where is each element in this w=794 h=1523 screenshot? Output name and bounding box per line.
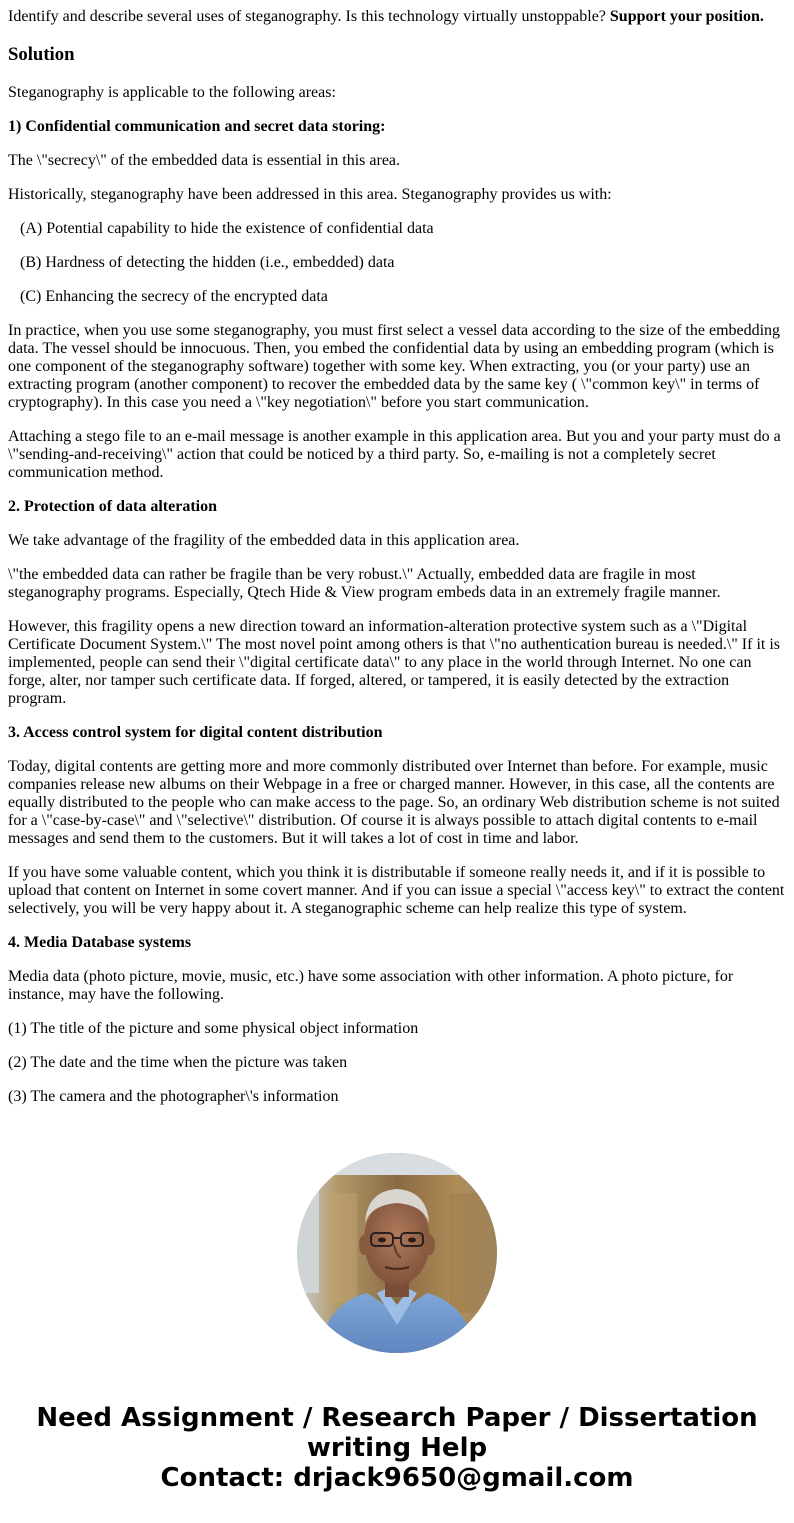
section-1-paragraph: The \"secrecy\" of the embedded data is essential in this area.: [8, 152, 401, 169]
section-2-paragraph: \"the embedded data can rather be fragile than be very robust.\" Actually, embedded data are fragile in most steganography programs. Especially, Qtech Hide & View program embeds data in an extremely fragile manner.: [8, 566, 721, 601]
section-1-paragraph: Historically, steganography have been addressed in this area. Steganography provides us with:: [8, 186, 612, 203]
section-3-paragraph: If you have some valuable content, which you think it is distributable if someone really needs it, and if it is possible to upload that content on Internet in some covert manner. And if you can issue a special \"access key\" to extract the content selectively, you will be very happy about it. A steganographic scheme can help realize this type of system.: [8, 864, 785, 917]
section-4-item: (3) The camera and the photographer\'s information: [8, 1088, 339, 1105]
avatar: [297, 1153, 497, 1353]
section-3-title: 3. Access control system for digital content distribution: [8, 724, 383, 741]
section-2-title: 2. Protection of data alteration: [8, 498, 217, 515]
section-2-paragraph: We take advantage of the fragility of the embedded data in this application area.: [8, 532, 520, 549]
section-4-title: 4. Media Database systems: [8, 934, 192, 951]
section-4-item: (2) The date and the time when the picture was taken: [8, 1054, 348, 1071]
section-1-title: 1) Confidential communication and secret data storing:: [8, 118, 386, 135]
section-2-paragraph: However, this fragility opens a new direction toward an information-alteration protective system such as a \"Digital Certificate Document System.\" The most novel point among others is that \"no authentication bureau is needed.\" If it is implemented, people can send their \"digital certificate data\" to any place in the world through Internet. No one can forge, alter, nor tamper such certificate data. If forged, altered, or tampered, it is easily detected by the extraction program.: [8, 618, 781, 707]
cta-contact: Contact: drjack9650@gmail.com: [160, 1463, 634, 1493]
section-4-item: (1) The title of the picture and some physical object information: [8, 1020, 419, 1037]
question-bold: Support your position.: [609, 8, 764, 25]
section-1-item-c: (C) Enhancing the secrecy of the encrypted data: [20, 288, 328, 305]
question-text: Identify and describe several uses of steganography. Is this technology virtually unstoppable?: [8, 8, 610, 25]
section-3-paragraph: Today, digital contents are getting more and more commonly distributed over Internet than before. For example, music companies release new albums on their Webpage in a free or charged manner. However, in this case, all the contents are equally distributed to the people who can make access to the page. So, an ordinary Web distribution scheme is not suited for a \"case-by-case\" and \"selective\" distribution. Of course it is always possible to attach digital contents to e-mail messages and send them to the customers. But it will takes a lot of cost in time and labor.: [8, 758, 780, 847]
intro-paragraph: Steganography is applicable to the following areas:: [8, 84, 336, 101]
section-1-paragraph: Attaching a stego file to an e-mail message is another example in this application area. But you and your party must do a \"sending-and-receiving\" action that could be noticed by a third party. So, e-mailing is not a completely secret communication method.: [8, 428, 781, 481]
solution-heading: Solution: [8, 44, 75, 65]
cta-headline: Need Assignment / Research Paper / Dissertation writing Help: [36, 1403, 758, 1463]
section-1-item-b: (B) Hardness of detecting the hidden (i.e., embedded) data: [20, 254, 395, 271]
section-1-paragraph: In practice, when you use some steganography, you must first select a vessel data according to the size of the embedding data. The vessel should be innocuous. Then, you embed the confidential data by using an embedding program (which is one component of the steganography software) together with some key. When extracting, you (or your party) use an extracting program (another component) to recover the embedded data by the same key ( \"common key\" in terms of cryptography). In this case you need a \"key negotiation\" before you start communication.: [8, 322, 781, 411]
person-photo-icon: [297, 1153, 497, 1353]
section-1-item-a: (A) Potential capability to hide the existence of confidential data: [20, 220, 434, 237]
contact-banner: [0, 1403, 794, 1493]
question: [8, 8, 786, 26]
section-4-paragraph: Media data (photo picture, movie, music, etc.) have some association with other information. A photo picture, for instance, may have the following.: [8, 968, 734, 1003]
